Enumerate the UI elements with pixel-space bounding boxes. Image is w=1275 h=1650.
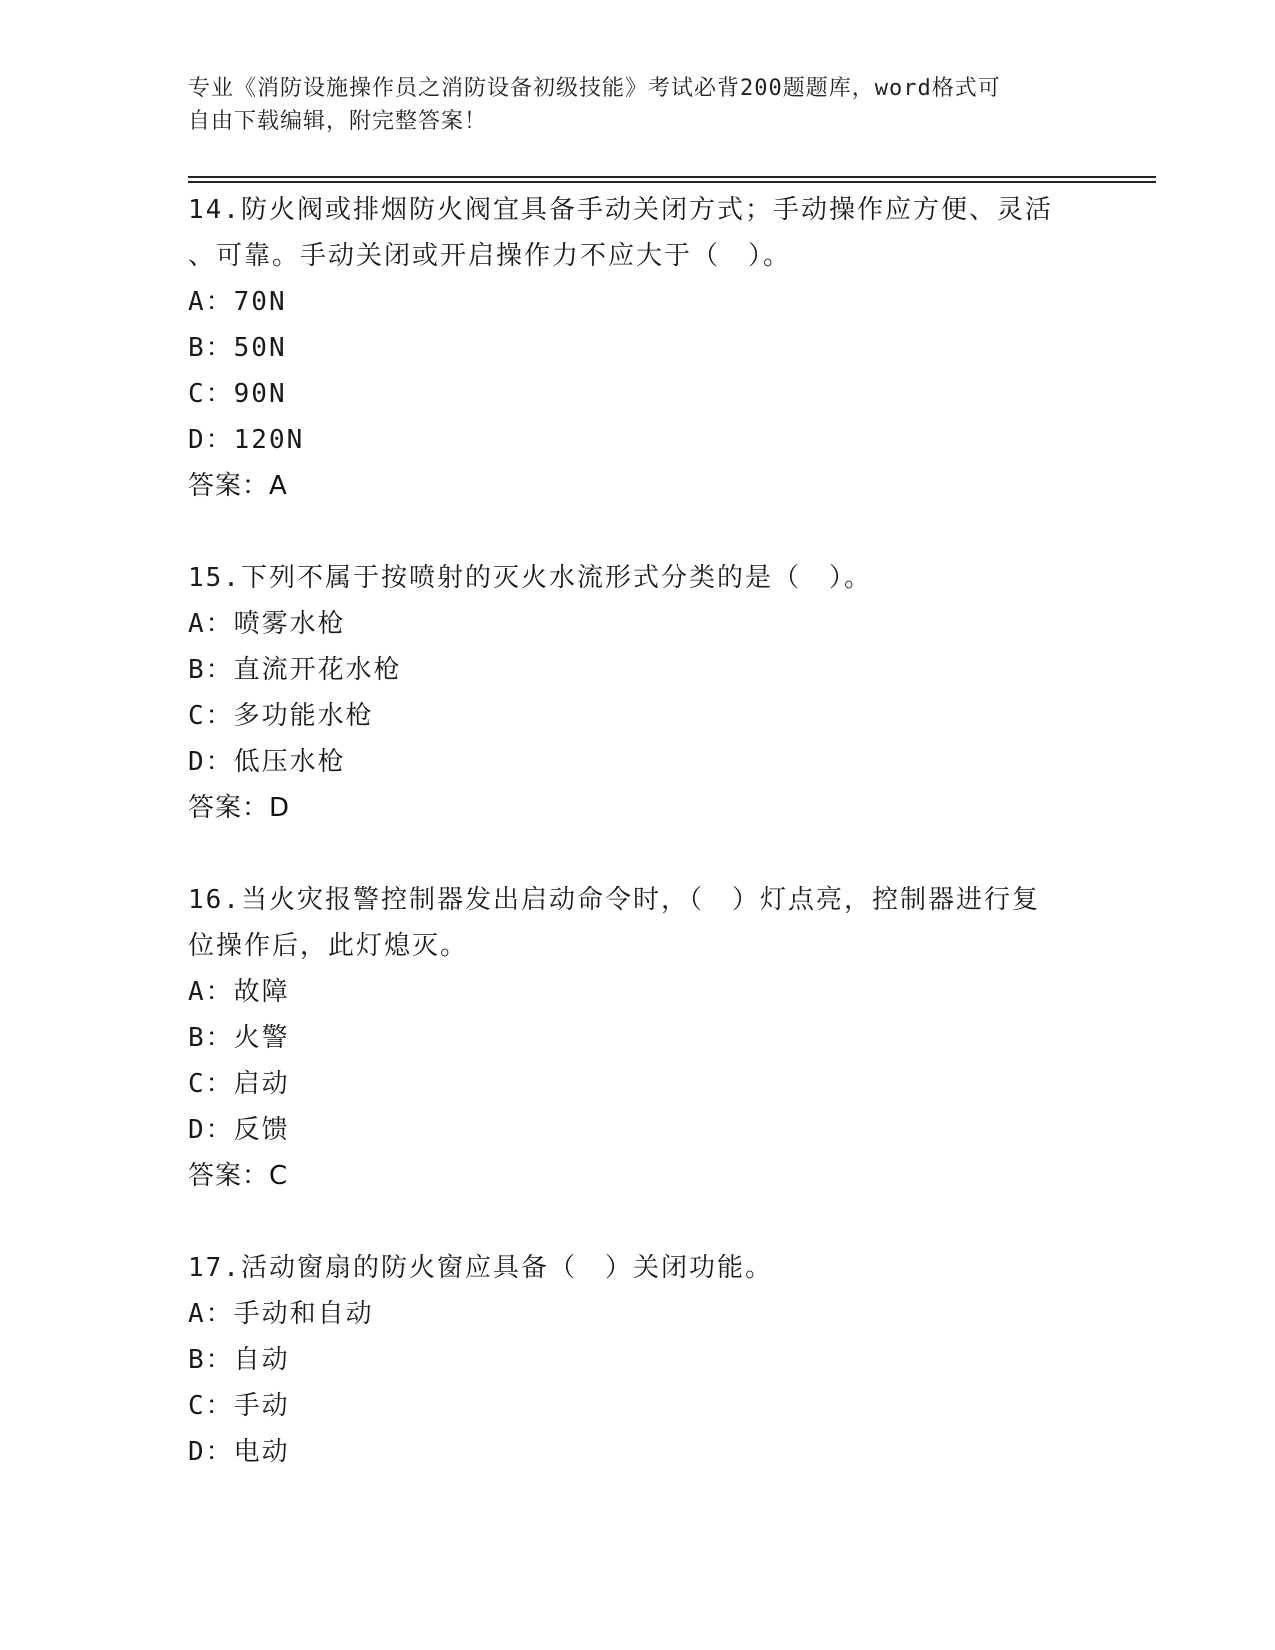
question-stem-line: 17.活动窗扇的防火窗应具备（ ）关闭功能。	[188, 1253, 773, 1283]
header-line-2: 自由下载编辑，附完整答案！	[188, 109, 488, 134]
answer-line: 答案：A	[188, 471, 288, 501]
option-c: C：90N	[188, 379, 287, 409]
option-b: B：自动	[188, 1345, 290, 1375]
option-b: B：火警	[188, 1023, 290, 1053]
option-d: D：反馈	[188, 1115, 290, 1145]
question-15	[188, 555, 1088, 831]
question-list	[188, 187, 1088, 1475]
option-a: A：故障	[188, 977, 290, 1007]
header-divider-bottom	[188, 181, 1156, 183]
spacer	[188, 1199, 1088, 1245]
header-line-1: 专业《消防设施操作员之消防设备初级技能》考试必背200题题库，word格式可	[188, 76, 1001, 101]
option-a: A：手动和自动	[188, 1299, 374, 1329]
header-divider-top	[188, 176, 1156, 178]
question-stem-line: 16.当火灾报警控制器发出启动命令时，（ ）灯点亮，控制器进行复	[188, 885, 1040, 915]
option-a: A：喷雾水枪	[188, 609, 346, 639]
option-c: C：启动	[188, 1069, 290, 1099]
question-16	[188, 877, 1088, 1199]
option-d: D：低压水枪	[188, 747, 346, 777]
spacer	[188, 831, 1088, 877]
question-stem-line: 14.防火阀或排烟防火阀宜具备手动关闭方式；手动操作应方便、灵活	[188, 195, 1053, 225]
option-c: C：手动	[188, 1391, 290, 1421]
question-17	[188, 1245, 1088, 1475]
option-d: D：120N	[188, 425, 305, 455]
option-c: C：多功能水枪	[188, 701, 374, 731]
answer-line: 答案：C	[188, 1161, 289, 1191]
document-header	[188, 72, 1088, 138]
question-stem-line: 、可靠。手动关闭或开启操作力不应大于（ ）。	[188, 241, 792, 271]
question-14	[188, 187, 1088, 509]
question-stem-line: 位操作后，此灯熄灭。	[188, 931, 469, 961]
option-a: A：70N	[188, 287, 287, 317]
option-b: B：50N	[188, 333, 287, 363]
answer-line: 答案：D	[188, 793, 291, 823]
spacer	[188, 509, 1088, 555]
option-b: B：直流开花水枪	[188, 655, 402, 685]
question-stem-line: 15.下列不属于按喷射的灭火水流形式分类的是（ ）。	[188, 563, 872, 593]
option-d: D：电动	[188, 1437, 290, 1467]
